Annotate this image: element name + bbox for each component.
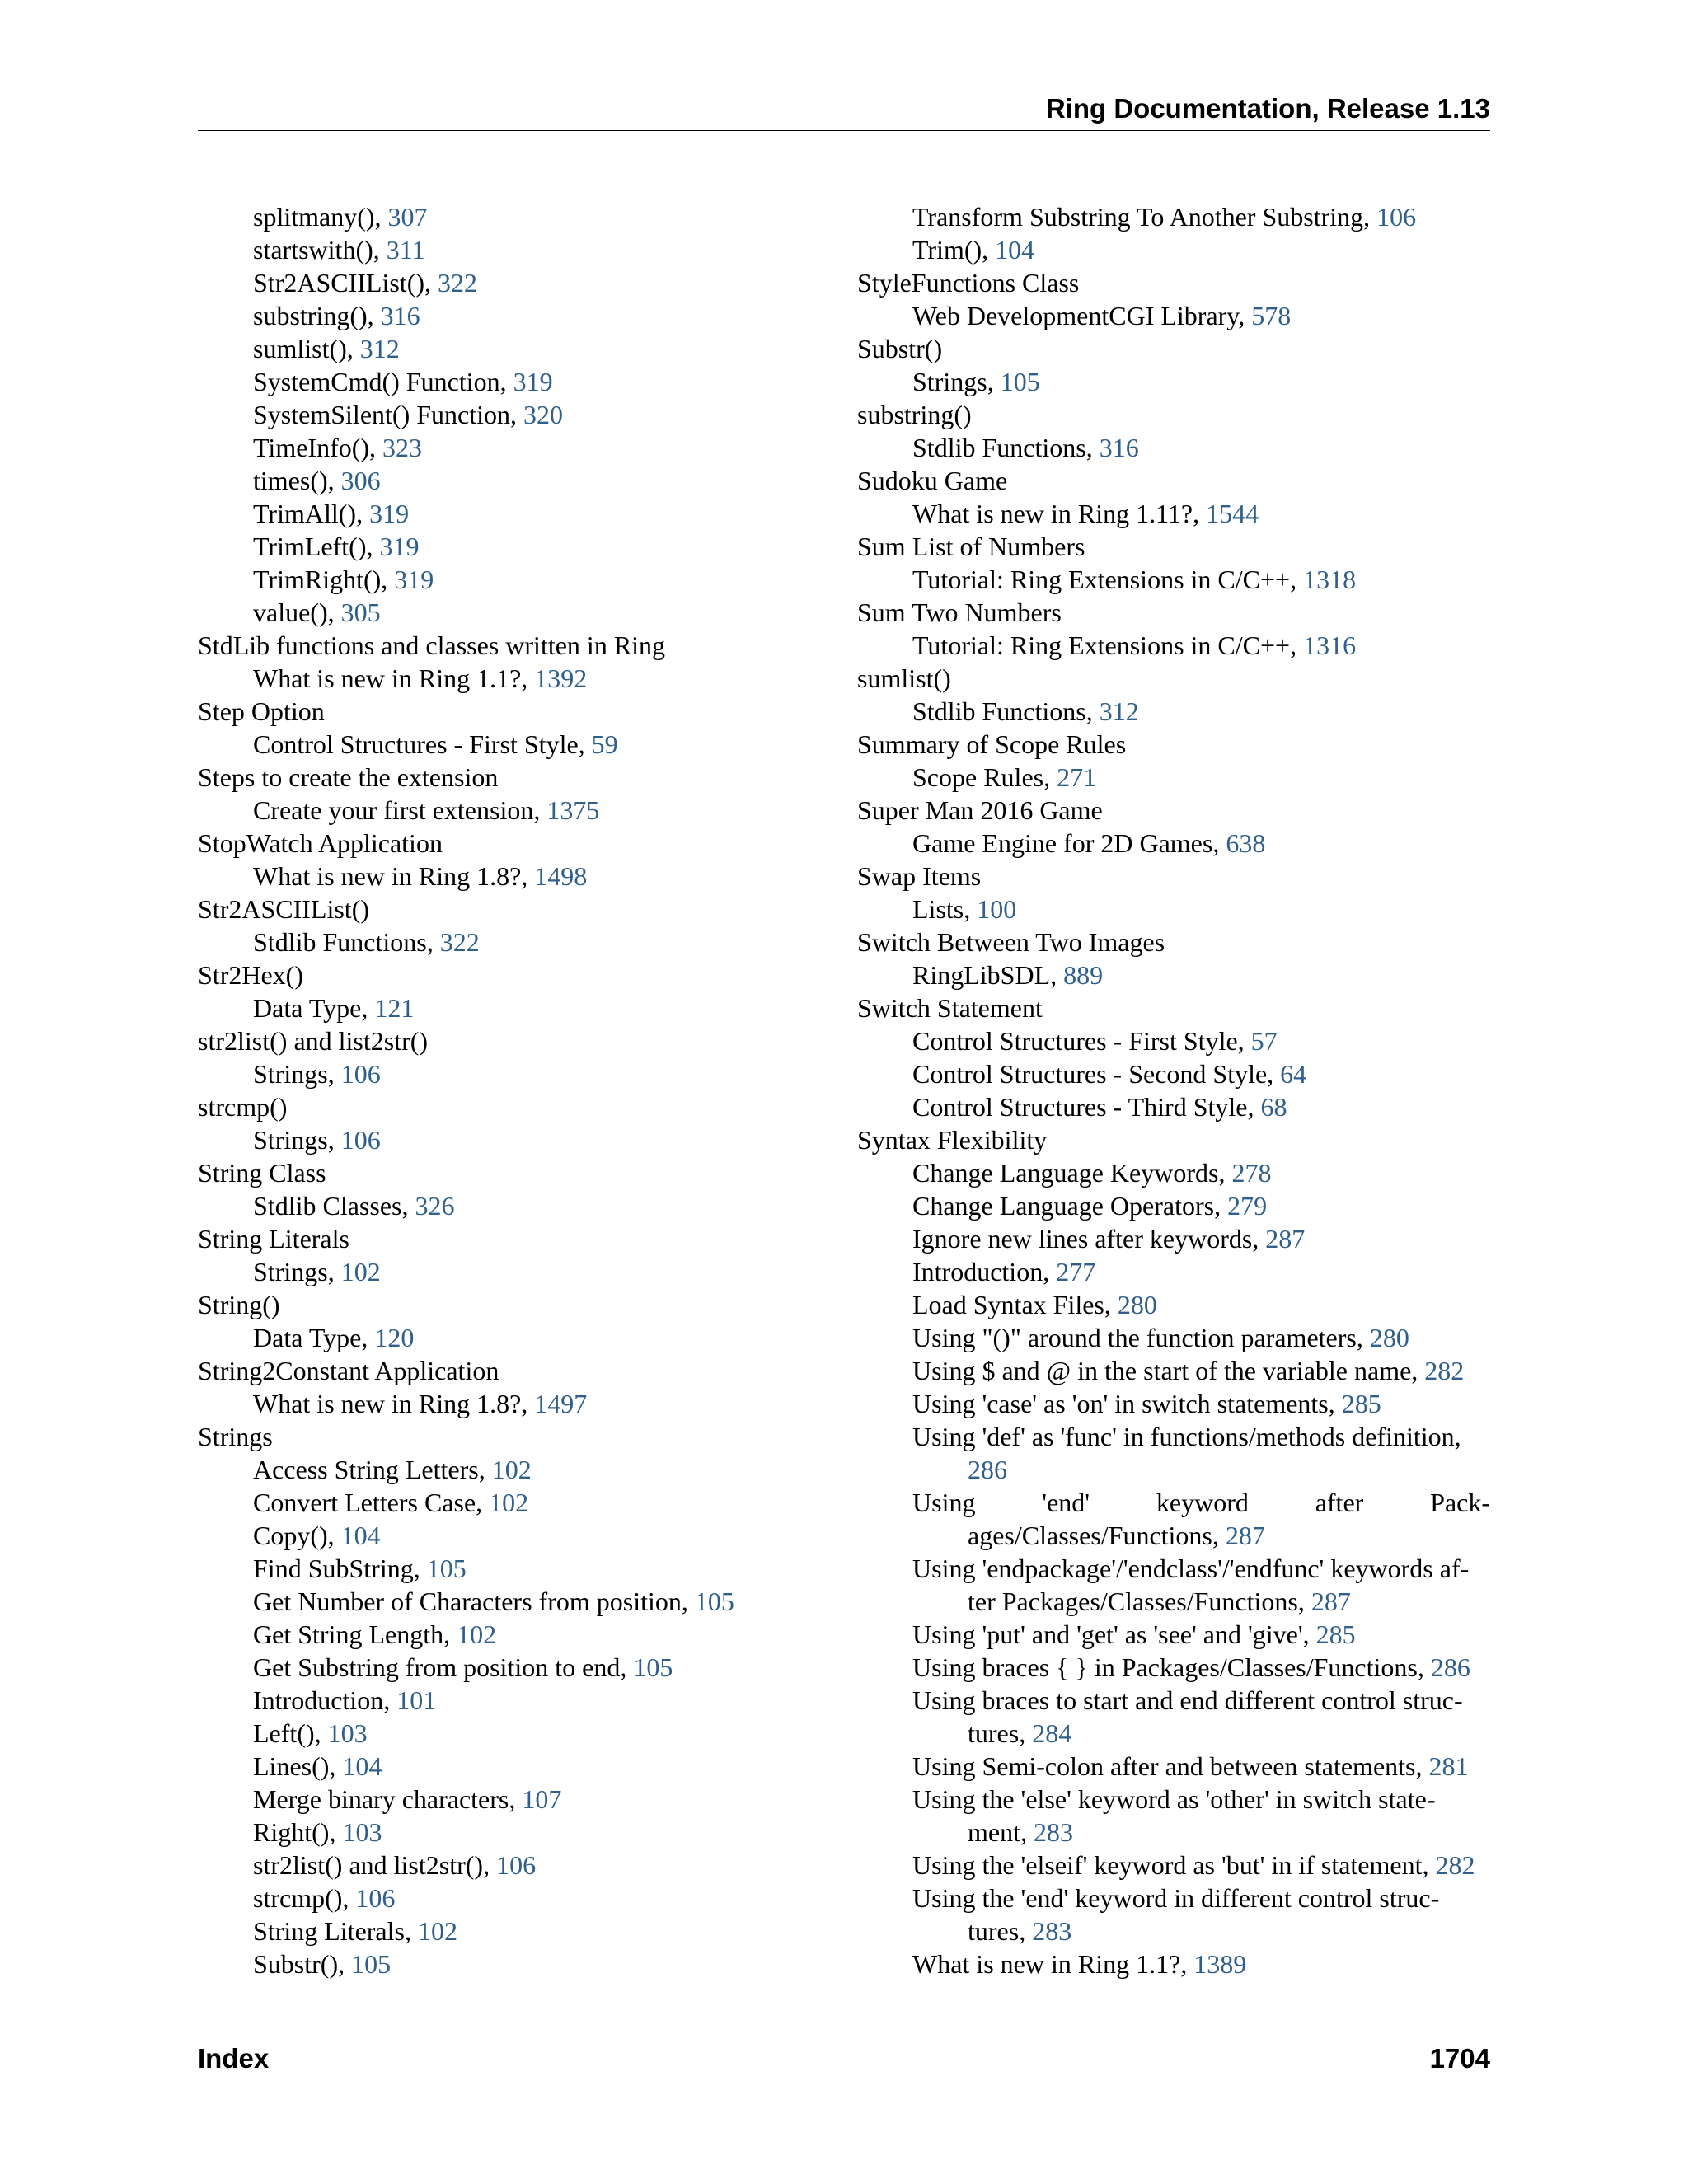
entry-text: Trim(): [912, 235, 982, 265]
index-subentry: [857, 1453, 1490, 1486]
page-link[interactable]: 286: [968, 1455, 1007, 1484]
entry-text: Game Engine for 2D Games: [912, 828, 1213, 858]
entry-text: TimeInfo(): [253, 433, 370, 462]
page-link[interactable]: 282: [1424, 1356, 1465, 1385]
entry-text: What is new in Ring 1.1?: [253, 663, 522, 693]
page-link[interactable]: 102: [417, 1916, 457, 1946]
index-subentry: Ignore new lines after keywords, 287: [912, 1224, 1306, 1254]
entry-text: splitmany(): [253, 202, 375, 232]
entry-text: Strings: [253, 1125, 328, 1155]
page-link[interactable]: 1392: [534, 663, 588, 693]
index-subentry: Strings, 105: [912, 367, 1040, 396]
page-link[interactable]: 1389: [1193, 1949, 1247, 1979]
entry-text: sumlist(): [857, 663, 951, 693]
entry-text: TrimAll(): [253, 499, 357, 528]
entry-text: Substr(): [253, 1949, 339, 1979]
index-subentry: Lines(), 104: [253, 1751, 382, 1781]
entry-text: Convert Letters Case: [253, 1488, 476, 1517]
footer-page-number: 1704: [1429, 2043, 1490, 2074]
entry-text: Find SubString: [253, 1554, 414, 1583]
index-column-right: [857, 200, 1490, 1980]
entry-text: Step Option: [198, 696, 325, 726]
entry-text: Control Structures - First Style: [912, 1026, 1238, 1056]
entry-text: Introduction: [912, 1257, 1043, 1286]
index-subentry: Data Type, 121: [253, 993, 415, 1023]
index-subentry: Using 'case' as 'on' in switch statements, 285: [912, 1389, 1381, 1418]
page-link[interactable]: 280: [1117, 1290, 1157, 1319]
page-link[interactable]: 323: [382, 433, 423, 462]
index-subentry: Stdlib Functions, 322: [253, 927, 480, 957]
index-subentry: RingLibSDL, 889: [912, 960, 1104, 990]
page-link[interactable]: 1375: [546, 795, 600, 825]
entry-text: Substr(): [857, 334, 943, 363]
index-term: [857, 794, 1490, 827]
entry-text: Lists: [912, 894, 964, 924]
index-subentry: Strings, 106: [253, 1059, 381, 1089]
page-link[interactable]: 319: [513, 367, 553, 396]
page-link[interactable]: 105: [426, 1554, 467, 1583]
page-link[interactable]: 320: [523, 400, 563, 429]
entry-text: StdLib functions and classes written in Ring: [198, 630, 666, 660]
entry-text: TrimLeft(): [253, 532, 367, 561]
index-subentry: splitmany(), 307: [253, 202, 428, 232]
index-term: [198, 958, 791, 991]
index-subentry: What is new in Ring 1.1?, 1389: [912, 1949, 1247, 1979]
page-link[interactable]: 105: [1000, 367, 1040, 396]
entry-text: tures: [968, 1718, 1020, 1748]
page-link[interactable]: 106: [355, 1883, 396, 1913]
page-link[interactable]: 285: [1315, 1619, 1356, 1649]
index-term: [198, 827, 791, 860]
index-subentry: value(), 305: [253, 598, 381, 627]
index-subentry: Substr(), 105: [253, 1949, 392, 1979]
index-subentry: Access String Letters, 102: [253, 1455, 532, 1484]
entry-text: TrimRight(): [253, 565, 382, 594]
index-subentry: Tutorial: Ring Extensions in C/C++, 1318: [912, 565, 1357, 594]
entry-text: Get String Length: [253, 1619, 444, 1649]
index-term: [857, 332, 1490, 365]
entry-text: Copy(): [253, 1521, 328, 1550]
page-link[interactable]: 1498: [534, 861, 588, 891]
index-subentry: Stdlib Functions, 316: [912, 433, 1139, 462]
index-subentry: str2list() and list2str(), 106: [253, 1850, 537, 1880]
index-subentry: Using braces { } in Packages/Classes/Functions, 286: [912, 1652, 1470, 1682]
entry-text: Summary of Scope Rules: [857, 729, 1127, 759]
entry-text: What is new in Ring 1.8?: [253, 1389, 522, 1418]
page-link[interactable]: 105: [694, 1586, 734, 1616]
index-term: [198, 761, 791, 794]
page-link[interactable]: 107: [522, 1784, 562, 1814]
entry-text: Sum List of Numbers: [857, 532, 1085, 561]
page-link[interactable]: 322: [439, 927, 480, 957]
index-subentry: Using the 'elseif' keyword as 'but' in if statement, 282: [912, 1850, 1475, 1880]
entry-text: Change Language Keywords: [912, 1158, 1219, 1188]
page-link[interactable]: 271: [1057, 762, 1097, 792]
entry-text: Using $ and @ in the start of the variable name: [912, 1356, 1412, 1385]
page-link[interactable]: 279: [1227, 1191, 1268, 1221]
page-header-title: Ring Documentation, Release 1.13: [1045, 93, 1490, 124]
entry-text: StopWatch Application: [198, 828, 443, 858]
entry-text: str2list() and list2str(): [253, 1850, 484, 1880]
entry-text: What is new in Ring 1.8?: [253, 861, 522, 891]
index-term: [857, 860, 1490, 893]
entry-text: Change Language Operators: [912, 1191, 1215, 1221]
index-term: [857, 926, 1490, 958]
entry-text: tures: [968, 1916, 1020, 1946]
page-link[interactable]: 102: [457, 1619, 497, 1649]
index-subentry: Load Syntax Files, 280: [912, 1290, 1157, 1319]
entry-text: StyleFunctions Class: [857, 268, 1080, 298]
index-subentry: ment, 283: [968, 1817, 1073, 1847]
page-link[interactable]: 105: [633, 1652, 673, 1682]
page-link[interactable]: 102: [340, 1257, 381, 1286]
page-link[interactable]: 287: [1225, 1521, 1265, 1550]
entry-text: Control Structures - Third Style: [912, 1092, 1248, 1122]
index-subentry: Game Engine for 2D Games, 638: [912, 828, 1266, 858]
entry-text: startswith(): [253, 235, 373, 265]
page-link[interactable]: 326: [415, 1191, 455, 1221]
entry-text: Strings: [198, 1422, 273, 1451]
index-subentry: Merge binary characters, 107: [253, 1784, 562, 1814]
entry-text: Merge binary characters: [253, 1784, 509, 1814]
page-link[interactable]: 281: [1428, 1751, 1469, 1781]
index-subentry: What is new in Ring 1.8?, 1498: [253, 861, 588, 891]
index-subentry: Change Language Keywords, 278: [912, 1158, 1272, 1188]
page-link[interactable]: 638: [1226, 828, 1266, 858]
entry-text: Transform Substring To Another Substring: [912, 202, 1364, 232]
index-subentry: [857, 1783, 1490, 1816]
index-subentry: TrimRight(), 319: [253, 565, 434, 594]
index-subentry: Using Semi-colon after and between statements, 281: [912, 1751, 1469, 1781]
entry-text: Left(): [253, 1718, 315, 1748]
entry-text: Sudoku Game: [857, 466, 1008, 495]
index-subentry: Control Structures - First Style, 57: [912, 1026, 1278, 1056]
index-term: [857, 464, 1490, 497]
index-subentry: Create your first extension, 1375: [253, 795, 600, 825]
page-link[interactable]: 102: [489, 1488, 529, 1517]
index-subentry: SystemCmd() Function, 319: [253, 367, 553, 396]
entry-text: String Literals: [253, 1916, 405, 1946]
entry-text: Control Structures - First Style: [253, 729, 579, 759]
page-link[interactable]: 306: [340, 466, 381, 495]
index-subentry: Using "()" around the function parameters, 280: [912, 1323, 1409, 1352]
entry-text: Steps to create the extension: [198, 762, 499, 792]
index-subentry: Copy(), 104: [253, 1521, 381, 1550]
index-subentry: ter Packages/Classes/Functions, 287: [968, 1586, 1351, 1616]
entry-text: Strings: [253, 1059, 328, 1089]
index-term: [857, 596, 1490, 629]
entry-text: Strings: [253, 1257, 328, 1286]
index-subentry: Right(), 103: [253, 1817, 382, 1847]
index-term: [198, 695, 791, 728]
index-subentry: tures, 284: [968, 1718, 1072, 1748]
index-subentry: Stdlib Functions, 312: [912, 696, 1139, 726]
page-link[interactable]: 316: [380, 301, 420, 330]
entry-text: times(): [253, 466, 328, 495]
index-subentry: Strings, 102: [253, 1257, 381, 1286]
entry-text: Lines(): [253, 1751, 330, 1781]
header-rule: [198, 130, 1490, 131]
index-subentry: TrimAll(), 319: [253, 499, 410, 528]
page-link[interactable]: 578: [1251, 301, 1292, 330]
entry-text: Str2ASCIIList(): [198, 894, 369, 924]
entry-text: Using 'end' keyword after Pack-: [912, 1488, 1490, 1517]
index-term: [198, 1420, 791, 1453]
index-subentry: Get Substring from position to end, 105: [253, 1652, 673, 1682]
page-link[interactable]: 104: [340, 1521, 381, 1550]
index-subentry: Stdlib Classes, 326: [253, 1191, 455, 1221]
entry-text: Scope Rules: [912, 762, 1044, 792]
index-subentry: Introduction, 277: [912, 1257, 1096, 1286]
index-term: [857, 1123, 1490, 1156]
entry-text: Tutorial: Ring Extensions in C/C++: [912, 630, 1291, 660]
index-subentry: Change Language Operators, 279: [912, 1191, 1268, 1221]
index-column-left: [198, 200, 791, 1980]
entry-text: Control Structures - Second Style: [912, 1059, 1268, 1089]
entry-text: Stdlib Functions: [912, 696, 1086, 726]
entry-text: Using 'put' and 'get' as 'see' and 'give': [912, 1619, 1303, 1649]
index-subentry: [857, 1420, 1490, 1453]
entry-text: Using braces to start and end different control struc-: [912, 1685, 1463, 1715]
index-subentry: ages/Classes/Functions, 287: [968, 1521, 1265, 1550]
entry-text: Data Type: [253, 1323, 362, 1352]
index-subentry: Get Number of Characters from position, 105: [253, 1586, 734, 1616]
entry-text: Ignore new lines after keywords: [912, 1224, 1253, 1254]
index-subentry: Str2ASCIIList(), 322: [253, 268, 477, 298]
entry-text: Access String Letters: [253, 1455, 479, 1484]
entry-text: RingLibSDL: [912, 960, 1051, 990]
entry-text: Stdlib Functions: [912, 433, 1086, 462]
index-term: [198, 1222, 791, 1255]
index-subentry: [857, 1684, 1490, 1717]
entry-text: Syntax Flexibility: [857, 1125, 1048, 1155]
entry-text: Using 'def' as 'func' in functions/methods definition,: [912, 1422, 1461, 1451]
page-link[interactable]: 287: [1265, 1224, 1306, 1254]
entry-text: Switch Statement: [857, 993, 1043, 1023]
entry-text: Tutorial: Ring Extensions in C/C++: [912, 565, 1291, 594]
page-link[interactable]: 120: [374, 1323, 415, 1352]
entry-text: What is new in Ring 1.1?: [912, 1949, 1181, 1979]
page-link[interactable]: 312: [359, 334, 400, 363]
entry-text: substring(): [857, 400, 972, 429]
page-link[interactable]: 106: [340, 1125, 381, 1155]
page-link[interactable]: 1316: [1303, 630, 1357, 660]
index-subentry: [857, 1552, 1490, 1585]
index-term: [857, 398, 1490, 431]
entry-text: Load Syntax Files: [912, 1290, 1104, 1319]
entry-text: ment: [968, 1817, 1020, 1847]
page-link[interactable]: 64: [1280, 1059, 1307, 1089]
entry-text: Data Type: [253, 993, 362, 1023]
page-link[interactable]: 286: [1430, 1652, 1470, 1682]
entry-text: What is new in Ring 1.11?: [912, 499, 1193, 528]
page-link[interactable]: 105: [351, 1949, 392, 1979]
index-term: [857, 991, 1490, 1024]
entry-text: Switch Between Two Images: [857, 927, 1165, 957]
index-subentry: times(), 306: [253, 466, 381, 495]
page-link[interactable]: 121: [374, 993, 415, 1023]
index-subentry: Transform Substring To Another Substring, 106: [912, 202, 1417, 232]
page-link[interactable]: 312: [1099, 696, 1139, 726]
page-link[interactable]: 1318: [1303, 565, 1357, 594]
index-subentry: Scope Rules, 271: [912, 762, 1097, 792]
page-link[interactable]: 316: [1099, 433, 1139, 462]
index-subentry: tures, 283: [968, 1916, 1072, 1946]
entry-text: Swap Items: [857, 861, 982, 891]
page-link[interactable]: 100: [977, 894, 1017, 924]
entry-text: Using Semi-colon after and between statements: [912, 1751, 1416, 1781]
index-subentry: Web DevelopmentCGI Library, 578: [912, 301, 1292, 330]
entry-text: Introduction: [253, 1685, 384, 1715]
index-term: [198, 1156, 791, 1189]
index-subentry: startswith(), 311: [253, 235, 425, 265]
page-link[interactable]: 57: [1250, 1026, 1278, 1056]
entry-text: Stdlib Classes: [253, 1191, 402, 1221]
index-subentry: [857, 1486, 1490, 1519]
index-subentry: Control Structures - Third Style, 68: [912, 1092, 1287, 1122]
index-subentry: substring(), 316: [253, 301, 420, 330]
entry-text: Using 'endpackage'/'endclass'/'endfunc' keywords af-: [912, 1554, 1470, 1583]
index-subentry: [857, 1882, 1490, 1915]
entry-text: String Literals: [198, 1224, 349, 1254]
index-subentry: Introduction, 101: [253, 1685, 437, 1715]
page-link[interactable]: 103: [342, 1817, 382, 1847]
page-link[interactable]: 280: [1369, 1323, 1409, 1352]
index-subentry: Find SubString, 105: [253, 1554, 467, 1583]
index-term: [198, 1288, 791, 1321]
index-subentry: Using 'put' and 'get' as 'see' and 'give', 285: [912, 1619, 1356, 1649]
page-link[interactable]: 322: [438, 268, 477, 298]
page-link[interactable]: 287: [1311, 1586, 1351, 1616]
page-link[interactable]: 104: [342, 1751, 382, 1781]
entry-text: Using the 'elseif' keyword as 'but' in if statement: [912, 1850, 1423, 1880]
entry-text: SystemCmd() Function: [253, 367, 500, 396]
entry-text: Strings: [912, 367, 987, 396]
entry-text: strcmp(): [198, 1092, 288, 1122]
index-subentry: String Literals, 102: [253, 1916, 457, 1946]
index-term: [198, 1090, 791, 1123]
entry-text: Sum Two Numbers: [857, 598, 1062, 627]
page-link[interactable]: 889: [1063, 960, 1104, 990]
index-term: [857, 662, 1490, 695]
entry-text: Using the 'else' keyword as 'other' in switch state-: [912, 1784, 1436, 1814]
index-subentry: Strings, 106: [253, 1125, 381, 1155]
page-link[interactable]: 106: [496, 1850, 537, 1880]
page-link[interactable]: 311: [386, 235, 425, 265]
entry-text: SystemSilent() Function: [253, 400, 510, 429]
entry-text: Get Number of Characters from position: [253, 1586, 682, 1616]
page-link[interactable]: 282: [1435, 1850, 1475, 1880]
index-subentry: TrimLeft(), 319: [253, 532, 420, 561]
page-link[interactable]: 104: [995, 235, 1035, 265]
page-link[interactable]: 305: [340, 598, 381, 627]
entry-text: Get Substring from position to end: [253, 1652, 621, 1682]
entry-text: Super Man 2016 Game: [857, 795, 1103, 825]
index-term: [198, 1024, 791, 1057]
page-link[interactable]: 103: [327, 1718, 368, 1748]
page-link[interactable]: 284: [1032, 1718, 1072, 1748]
entry-text: ages/Classes/Functions: [968, 1521, 1212, 1550]
index-subentry: Convert Letters Case, 102: [253, 1488, 529, 1517]
index-subentry: What is new in Ring 1.11?, 1544: [912, 499, 1259, 528]
entry-text: Right(): [253, 1817, 330, 1847]
entry-text: sumlist(): [253, 334, 347, 363]
entry-text: String(): [198, 1290, 280, 1319]
page-link[interactable]: 319: [394, 565, 434, 594]
page-link[interactable]: 1497: [534, 1389, 588, 1418]
entry-text: Web DevelopmentCGI Library: [912, 301, 1239, 330]
index-subentry: Tutorial: Ring Extensions in C/C++, 1316: [912, 630, 1357, 660]
index-term: [198, 629, 791, 662]
entry-text: Using braces { } in Packages/Classes/Functions: [912, 1652, 1418, 1682]
entry-text: Using 'case' as 'on' in switch statements: [912, 1389, 1329, 1418]
index-subentry: strcmp(), 106: [253, 1883, 396, 1913]
index-subentry: Control Structures - First Style, 59: [253, 729, 618, 759]
page-link[interactable]: 285: [1341, 1389, 1381, 1418]
page-link[interactable]: 59: [591, 729, 618, 759]
index-term: [198, 893, 791, 926]
index-subentry: Lists, 100: [912, 894, 1017, 924]
page-link[interactable]: 106: [340, 1059, 381, 1089]
entry-text: strcmp(): [253, 1883, 343, 1913]
entry-text: Str2Hex(): [198, 960, 303, 990]
index-subentry: sumlist(), 312: [253, 334, 400, 363]
index-subentry: Get String Length, 102: [253, 1619, 497, 1649]
index-term: [857, 266, 1490, 299]
entry-text: Stdlib Functions: [253, 927, 427, 957]
index-subentry: Trim(), 104: [912, 235, 1035, 265]
entry-text: Str2ASCIIList(): [253, 268, 424, 298]
page-link[interactable]: 277: [1056, 1257, 1096, 1286]
entry-text: String Class: [198, 1158, 326, 1188]
index-subentry: What is new in Ring 1.8?, 1497: [253, 1389, 588, 1418]
index-term: [857, 728, 1490, 761]
footer-section-label: Index: [198, 2043, 270, 2074]
page-link[interactable]: 319: [369, 499, 410, 528]
index-subentry: Using $ and @ in the start of the variable name, 282: [912, 1356, 1465, 1385]
index-subentry: Left(), 103: [253, 1718, 368, 1748]
index-subentry: Control Structures - Second Style, 64: [912, 1059, 1307, 1089]
page-link[interactable]: 283: [1033, 1817, 1073, 1847]
entry-text: Using "()" around the function parameters: [912, 1323, 1357, 1352]
index-subentry: TimeInfo(), 323: [253, 433, 423, 462]
entry-text: value(): [253, 598, 328, 627]
index-subentry: What is new in Ring 1.1?, 1392: [253, 663, 588, 693]
page-link[interactable]: 278: [1231, 1158, 1272, 1188]
index-term: [857, 530, 1490, 563]
page-link[interactable]: 102: [491, 1455, 532, 1484]
page-link[interactable]: 68: [1260, 1092, 1287, 1122]
index-subentry: Data Type, 120: [253, 1323, 415, 1352]
entry-text: Using the 'end' keyword in different control struc-: [912, 1883, 1440, 1913]
page-link[interactable]: 283: [1032, 1916, 1072, 1946]
page-link[interactable]: 106: [1376, 202, 1417, 232]
entry-text: substring(): [253, 301, 368, 330]
entry-text: String2Constant Application: [198, 1356, 499, 1385]
page-link[interactable]: 1544: [1206, 499, 1259, 528]
index-subentry: SystemSilent() Function, 320: [253, 400, 563, 429]
page-link[interactable]: 319: [379, 532, 420, 561]
index-term: [198, 1354, 791, 1387]
entry-text: Create your first extension: [253, 795, 534, 825]
entry-text: str2list() and list2str(): [198, 1026, 429, 1056]
page-link[interactable]: 101: [396, 1685, 437, 1715]
page-link[interactable]: 307: [387, 202, 428, 232]
entry-text: ter Packages/Classes/Functions: [968, 1586, 1298, 1616]
